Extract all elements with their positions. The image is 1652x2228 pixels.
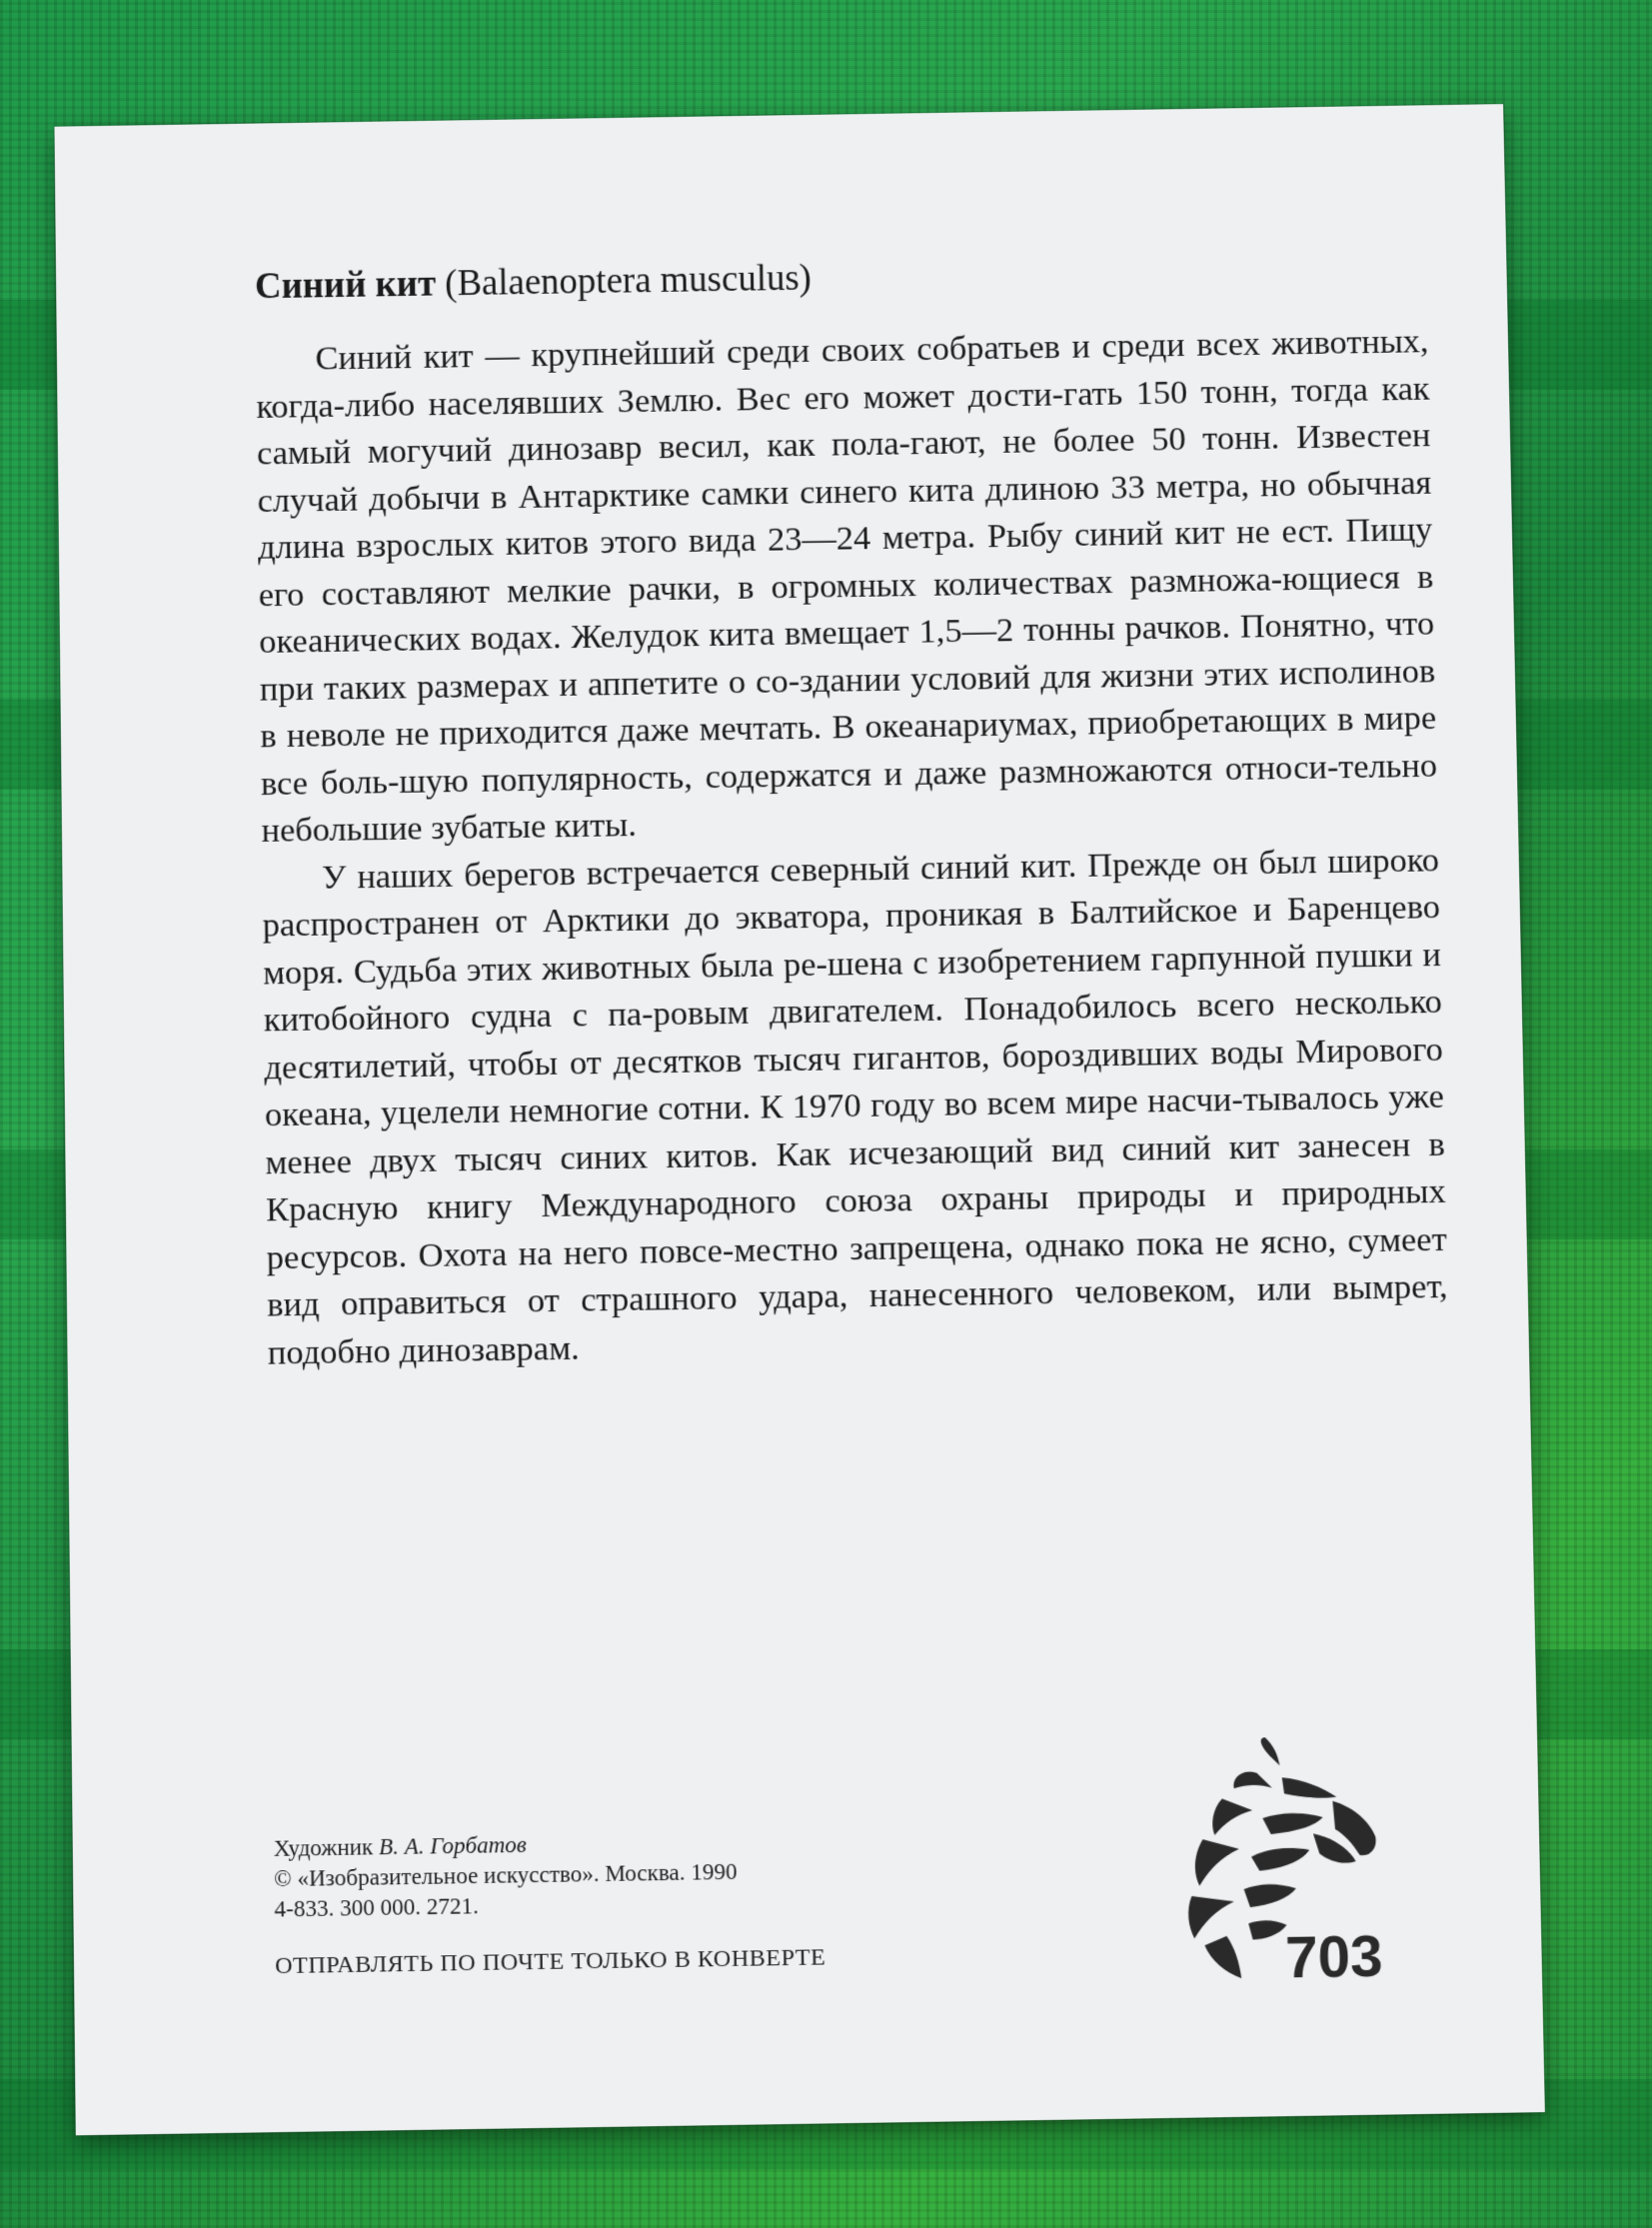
card-title xyxy=(255,243,1428,313)
artist-name: В. А. Горбатов xyxy=(378,1831,528,1860)
artist-label: Художник xyxy=(273,1834,374,1861)
print-code: 4-833. 300 000. 2721. xyxy=(274,1893,479,1922)
mail-notice: ОТПРАВЛЯТЬ ПО ПОЧТЕ ТОЛЬКО В КОНВЕРТЕ xyxy=(275,1944,826,1980)
zebra-logo xyxy=(1160,1735,1406,1991)
postcard-back xyxy=(54,104,1544,2135)
paragraph-2: У наших берегов встречается северный синий кит. Прежде он был широко распространен от Арктики до экватора, проникая в Балтийское и Баренцево моря. Судьба этих животных была ре-шена с изобретением гарпунной пушки и китобойного судна с па-ровым двигателем. Понадобилось всего несколько десятилетий, чтобы от десятков тысяч гигантов, бороздивших воды Мирового океана, уцелели немногие сотни. К 1970 году во всем мире насчи-тывалось уже менее двух тысяч синих китов. Как исчезающий вид синий кит занесен в Красную книгу Международного союза охраны природы и природных ресурсов. Охота на него повсе-местно запрещена, однако пока не ясно, сумеет вид оправиться от страшного удара, нанесенного человеком, или вымрет, подобно динозаврам. xyxy=(262,840,1448,1372)
zebra-head-icon xyxy=(1160,1735,1406,1991)
copyright-line: © «Изобразительное искусство». Москва. 1990 xyxy=(273,1858,738,1892)
title-name: Синий кит xyxy=(254,263,437,308)
imprint xyxy=(274,1821,1080,1981)
paragraph-1: Синий кит — крупнейший среди своих собратьев и среди всех животных, когда-либо населявших Землю. Вес его может дости-гать 150 тонн, тогда как самый могучий динозавр весил, как пола-гают, не более 50 тонн. Известен случай добычи в Антарктике самки синего кита длиною 33 метра, но обычная длина взрослых китов этого вида 23—24 метра. Рыбу синий кит не ест. Пищу его составляют мелкие рачки, в огромных количествах размножа-ющиеся в океанических водах. Желудок кита вмещает 1,5—2 тонны рачков. Понятно, что при таких размерах и аппетите о со-здании условий для жизни этих исполинов в неволе не приходится даже мечтать. В океанариумах, приобретающих в мире все боль-шую популярность, содержатся и даже размножаются относи-тельно небольшие зубатые киты. xyxy=(256,322,1438,850)
logo-number: 703 xyxy=(1284,1924,1384,1991)
title-latin: (Balaenoptera musculus) xyxy=(444,257,813,305)
card-text xyxy=(255,243,1449,1376)
